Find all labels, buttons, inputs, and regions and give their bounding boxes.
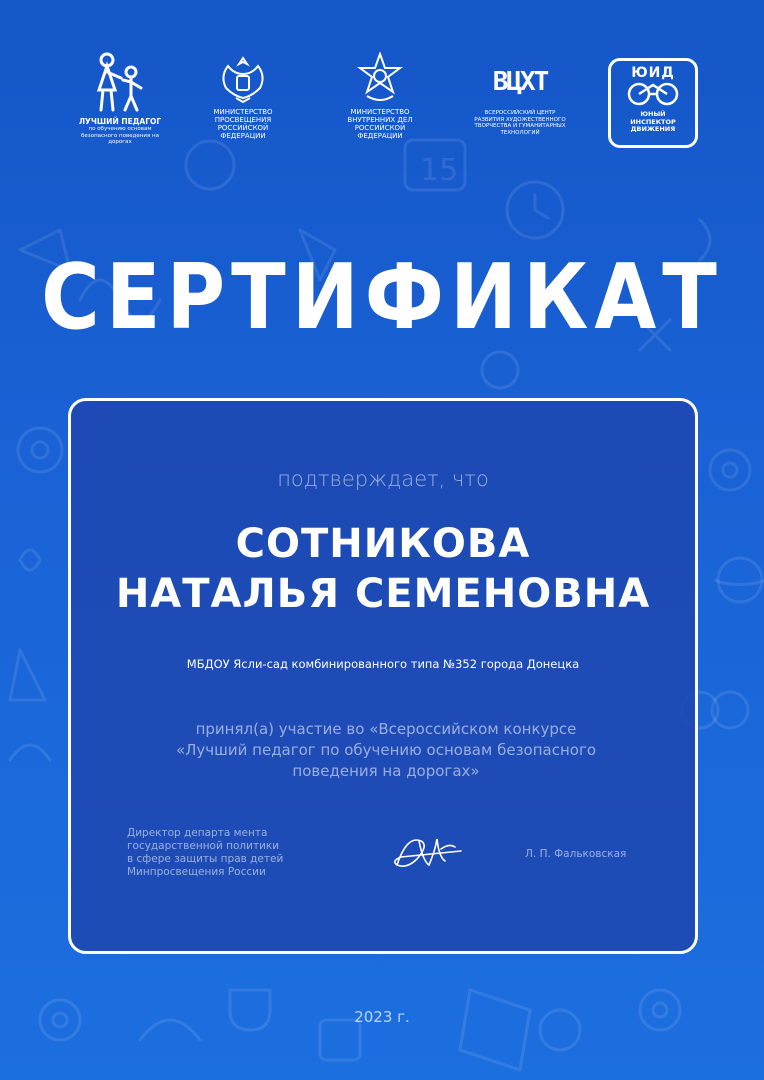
vcht-line2: РАЗВИТИЯ ХУДОЖЕСТВЕННОГО <box>474 116 566 123</box>
certificate-year: 2023 г. <box>354 1008 410 1026</box>
yuid-logo <box>608 58 698 148</box>
vcht-center-logo <box>470 52 570 136</box>
signatory-position <box>127 827 317 879</box>
signatory-position-line3: в сфере защиты прав детей <box>127 853 284 865</box>
vcht-line3: ТВОРЧЕСТВА И ГУМАНИТАРНЫХ <box>474 123 566 129</box>
teacher-child-icon <box>85 52 155 114</box>
best-teacher-title: ЛУЧШИЙ ПЕДАГОГ <box>78 117 162 126</box>
yuid-title: ЮИД <box>631 65 675 81</box>
ministry-education-line3: РОССИЙСКОЙ <box>217 124 269 132</box>
logos-row <box>70 52 700 177</box>
yuid-line1: ЮНЫЙ <box>640 110 666 118</box>
participation-line2: «Лучший педагог по обучению основам безопасного <box>175 741 597 759</box>
organization-text: МБДОУ Ясли-сад комбинированного типа №352 города Донецка <box>186 657 580 671</box>
ministry-interior-line2: ВНУТРЕННИХ ДЕЛ <box>347 116 413 124</box>
yuid-line3: ДВИЖЕНИЯ <box>630 125 676 133</box>
interior-emblem-icon <box>353 52 407 104</box>
participation-line1: принял(а) участие во «Всероссийском конкурсе <box>195 720 577 738</box>
yuid-line2: ИНСПЕКТОР <box>630 117 676 126</box>
certificate-title: СЕРТИФИКАТ <box>41 245 723 350</box>
signatory-position-line1: Директор департа мента <box>127 827 268 839</box>
recipient-name-line2: НАТАЛЬЯ СЕМЕНОВНА <box>115 571 651 617</box>
recipient-name-line1: СОТНИКОВА <box>235 521 531 567</box>
bicycle-infinity-icon <box>625 81 681 107</box>
signature-image <box>391 829 471 879</box>
coat-of-arms-icon <box>216 52 270 104</box>
vcht-mark: ВЦХТ <box>492 67 548 97</box>
recipient-name <box>71 519 695 619</box>
ministry-education-line1: МИНИСТЕРСТВО <box>213 108 273 116</box>
certificate-panel <box>68 398 698 954</box>
ministry-education-line4: ФЕДЕРАЦИИ <box>220 132 266 140</box>
vcht-line1: ВСЕРОССИЙСКИЙ ЦЕНТР <box>484 110 556 116</box>
ministry-interior-line3: РОССИЙСКОЙ <box>354 124 406 132</box>
svg-text:15: 15 <box>420 153 459 188</box>
signatory-position-line2: государственной политики <box>127 840 280 852</box>
participation-line3: поведения на дорогах» <box>292 762 480 780</box>
confirms-text: подтверждает, что <box>277 467 489 491</box>
signatory-name: Л. П. Фальковская <box>525 848 627 860</box>
ministry-interior-line4: ФЕДЕРАЦИИ <box>357 132 403 140</box>
signatory-position-line4: Минпросвещения России <box>127 866 266 878</box>
best-teacher-subtitle: по обучению основам безопасного поведения на дорогах <box>81 126 159 145</box>
ministry-education-line2: ПРОСВЕЩЕНИЯ <box>214 116 272 124</box>
ministry-interior-logo <box>330 52 430 140</box>
ministry-education-logo <box>198 52 288 140</box>
vcht-line4: ТЕХНОЛОГИЙ <box>500 129 540 136</box>
ministry-interior-line1: МИНИСТЕРСТВО <box>350 108 410 116</box>
best-teacher-logo <box>70 52 170 146</box>
participation-text <box>111 719 661 782</box>
